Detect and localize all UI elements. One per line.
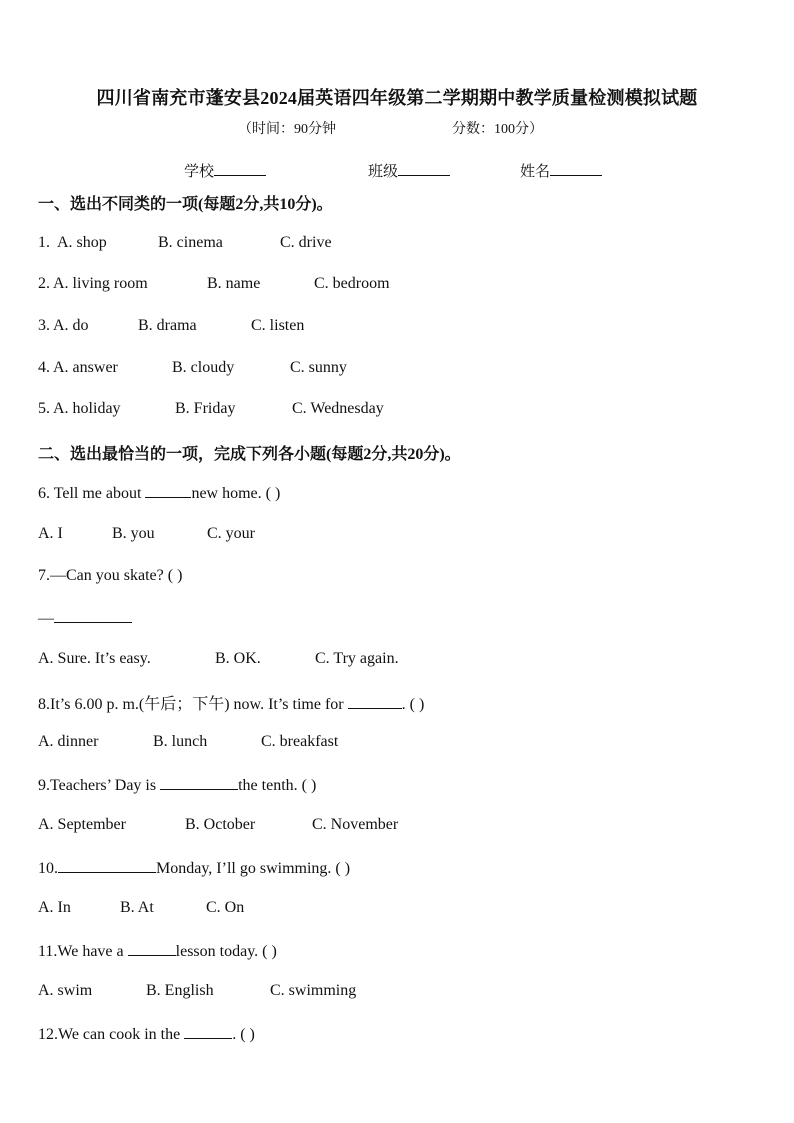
option-b: B. cloudy bbox=[172, 359, 235, 376]
question-stem: 6. Tell me about bbox=[38, 485, 142, 502]
question-stem-end: the tenth. ( ) bbox=[238, 777, 317, 794]
question-stem: 11.We have a bbox=[38, 943, 124, 960]
question-3 bbox=[38, 317, 50, 335]
option-c: C. drive bbox=[280, 234, 332, 251]
question-4 bbox=[38, 359, 50, 377]
dash: — bbox=[38, 610, 54, 627]
answer-blank[interactable] bbox=[348, 694, 402, 709]
option-b: B. English bbox=[146, 982, 214, 999]
question-8 bbox=[38, 691, 424, 714]
question-number: 4. bbox=[38, 359, 50, 376]
option-b: B. OK. bbox=[215, 650, 261, 667]
option-c: C. bedroom bbox=[314, 275, 390, 292]
option-c: C. swimming bbox=[270, 982, 357, 999]
option-a: A. holiday bbox=[53, 400, 121, 417]
question-stem-end: lesson today. ( ) bbox=[175, 943, 277, 960]
option-b: B. cinema bbox=[158, 234, 223, 251]
answer-blank[interactable] bbox=[160, 775, 238, 790]
option-b: B. drama bbox=[138, 317, 197, 334]
question-stem-end: . ( ) bbox=[232, 1026, 255, 1043]
option-b: B. October bbox=[185, 816, 256, 833]
question-number: 1. bbox=[38, 234, 50, 251]
option-a: A. In bbox=[38, 899, 71, 916]
question-2 bbox=[38, 275, 50, 293]
option-a: A. do bbox=[53, 317, 89, 334]
answer-blank[interactable] bbox=[184, 1024, 232, 1039]
answer-blank[interactable] bbox=[58, 858, 156, 873]
school-label: 学校 bbox=[184, 164, 215, 180]
question-7-response bbox=[38, 608, 132, 628]
option-c: C. listen bbox=[251, 317, 305, 334]
school-field bbox=[184, 160, 266, 181]
question-number: 2. bbox=[38, 275, 50, 292]
question-stem-end: new home. ( ) bbox=[191, 485, 281, 502]
name-label: 姓名 bbox=[520, 164, 551, 180]
question-stem: 12.We can cook in the bbox=[38, 1026, 181, 1043]
option-a: A. shop bbox=[57, 234, 107, 251]
option-b: B. At bbox=[120, 899, 154, 916]
question-6 bbox=[38, 483, 280, 503]
question-1 bbox=[38, 234, 50, 252]
exam-title: 四川省南充市蓬安县2024届英语四年级第二学期期中教学质量检测模拟试题 bbox=[96, 88, 698, 108]
option-a: A. answer bbox=[53, 359, 118, 376]
question-5 bbox=[38, 400, 50, 418]
answer-blank[interactable] bbox=[128, 941, 176, 956]
section2-heading: 二、选出最恰当的一项，完成下列各小题(每题2分,共20分)。 bbox=[38, 446, 461, 463]
question-stem: 10. bbox=[38, 860, 58, 877]
class-field bbox=[368, 160, 450, 181]
answer-blank[interactable] bbox=[54, 608, 132, 623]
option-a: A. swim bbox=[38, 982, 93, 999]
question-stem-end: . ( ) bbox=[401, 696, 425, 713]
option-c: C. sunny bbox=[290, 359, 347, 376]
option-c: C. Wednesday bbox=[292, 400, 384, 417]
question-12 bbox=[38, 1024, 255, 1044]
name-field bbox=[520, 160, 602, 181]
question-10 bbox=[38, 858, 350, 878]
total-score: 分数：100分） bbox=[452, 122, 543, 137]
option-b: B. name bbox=[207, 275, 261, 292]
class-label: 班级 bbox=[368, 164, 399, 180]
option-b: B. Friday bbox=[175, 400, 236, 417]
option-a: A. living room bbox=[53, 275, 148, 292]
option-c: C. your bbox=[207, 525, 255, 542]
option-a: A. I bbox=[38, 525, 63, 542]
option-a: A. September bbox=[38, 816, 126, 833]
name-blank[interactable] bbox=[550, 161, 602, 176]
class-blank[interactable] bbox=[398, 161, 450, 176]
question-stem-end: Monday, I’ll go swimming. ( ) bbox=[156, 860, 351, 877]
option-c: C. November bbox=[312, 816, 399, 833]
section1-heading: 一、选出不同类的一项(每题2分,共10分)。 bbox=[38, 196, 333, 213]
school-blank[interactable] bbox=[214, 161, 266, 176]
question-number: 5. bbox=[38, 400, 50, 417]
option-c: C. Try again. bbox=[315, 650, 399, 667]
question-stem: 9.Teachers’ Day is bbox=[38, 777, 157, 794]
question-7: 7.—Can you skate? ( ) bbox=[38, 567, 183, 584]
option-a: A. Sure. It’s easy. bbox=[38, 650, 151, 667]
option-b: B. lunch bbox=[153, 733, 208, 750]
option-a: A. dinner bbox=[38, 733, 99, 750]
question-number: 3. bbox=[38, 317, 50, 334]
option-b: B. you bbox=[112, 525, 155, 542]
question-11 bbox=[38, 941, 277, 961]
answer-blank[interactable] bbox=[145, 483, 191, 498]
option-c: C. On bbox=[206, 899, 245, 916]
question-stem: 8.It’s 6.00 p. m.(午后；下午) now. It’s time for bbox=[38, 696, 344, 713]
question-9 bbox=[38, 775, 316, 795]
option-c: C. breakfast bbox=[261, 733, 339, 750]
time-limit: （时间：90分钟 bbox=[238, 122, 336, 137]
